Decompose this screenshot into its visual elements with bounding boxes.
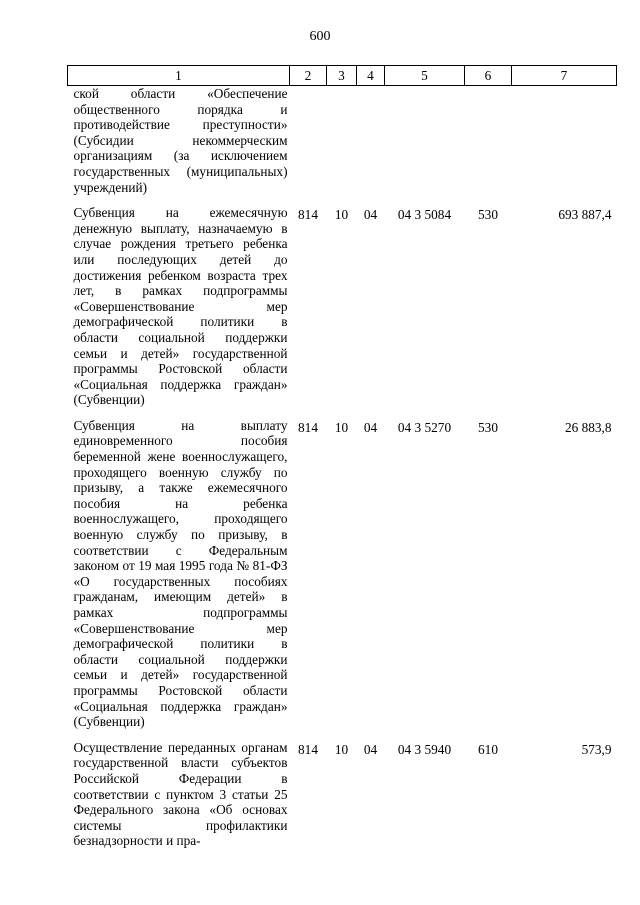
- section-code: 10: [334, 419, 349, 435]
- section-code: 10: [334, 207, 349, 223]
- column-header: 3: [327, 66, 357, 86]
- table-row: [68, 740, 617, 859]
- row-description: Осуществление переданных органам государственной власти субъектов Российской Федерации в соответствии с пунктом 3 статьи 25 Федерального закона «Об основах системы профилактики безнадзорности и пра-: [73, 739, 288, 849]
- amount-value: 26 883,8: [564, 419, 612, 435]
- ministry-code: [290, 86, 327, 206]
- expense-type-code: [465, 86, 512, 206]
- page-number: 600: [309, 29, 331, 44]
- target-article-code: [385, 86, 465, 206]
- column-header: 7: [512, 66, 617, 86]
- row-description: Субвенция на ежемесячную денежную выплату, назначаемую в случае рождения третьего ребенка или последующих детей до достижения ребенком возраста трех лет, в рамках подпрограммы «Совершенствование мер демографической политики в области социальной поддержки семьи и детей» государственной программы Ростовской области «Социальная поддержка граждан» (Субвенции): [73, 205, 288, 408]
- ministry-code: 814: [298, 419, 318, 435]
- expense-type-code: 530: [478, 419, 498, 435]
- subsection-code: 04: [363, 419, 378, 435]
- table-row: [68, 205, 617, 418]
- row-description: Субвенция на выплату единовременного пособия беременной жене военнослужащего, проходящего военную службу по призыву, а также ежемесячного пособия на ребенка военнослужащего, проходящего военную службу по призыву, в соответствии с Федеральным законом от 19 мая 1995 года № 81-ФЗ «О государственных пособиях гражданам, имеющим детей» в рамках подпрограммы «Совершенствование мер демографической политики в области социальной поддержки семьи и детей» государственной программы Ростовской области «Социальная поддержка граждан» (Субвенции): [73, 417, 288, 730]
- column-header: 4: [357, 66, 385, 86]
- expense-type-code: 610: [478, 741, 498, 757]
- amount-value: 573,9: [581, 741, 612, 757]
- subsection-code: 04: [363, 207, 378, 223]
- header-row: [68, 66, 617, 86]
- ministry-code: 814: [298, 741, 318, 757]
- table-row: [68, 418, 617, 740]
- budget-table: [67, 65, 617, 859]
- column-header: 1: [68, 66, 290, 86]
- ministry-code: 814: [298, 207, 318, 223]
- column-header: 5: [385, 66, 465, 86]
- target-article-code: 04 3 5084: [397, 207, 452, 223]
- section-code: [327, 86, 357, 206]
- column-header: 6: [465, 66, 512, 86]
- table-row: [68, 86, 617, 206]
- amount-value: [512, 86, 617, 206]
- column-header: 2: [290, 66, 327, 86]
- amount-value: 693 887,4: [558, 207, 612, 223]
- row-description: ской области «Обеспечение общественного порядка и противодействие преступности» (Субсидии некоммерческим организациям (за исключением государственных (муниципальных) учреждений): [73, 86, 288, 195]
- expense-type-code: 530: [478, 207, 498, 223]
- subsection-code: [357, 86, 385, 206]
- section-code: 10: [334, 741, 349, 757]
- target-article-code: 04 3 5940: [397, 741, 452, 757]
- target-article-code: 04 3 5270: [397, 419, 452, 435]
- subsection-code: 04: [363, 741, 378, 757]
